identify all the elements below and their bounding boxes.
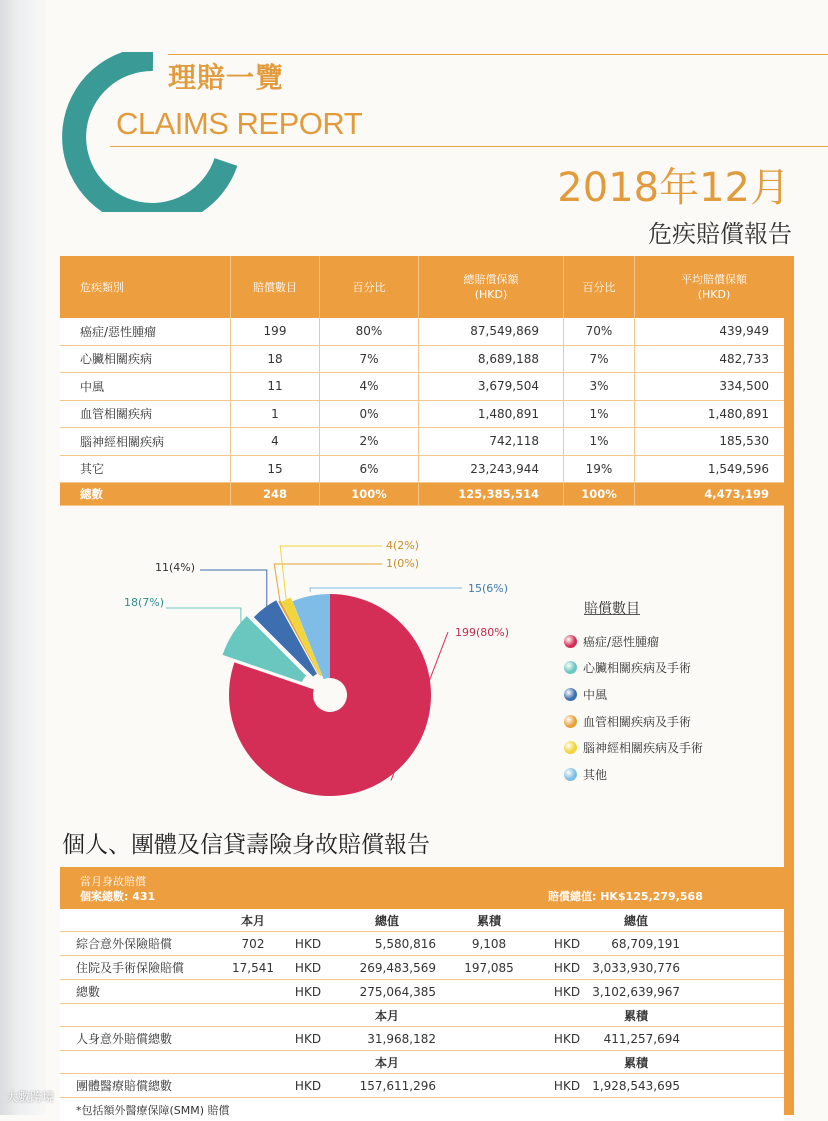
row-value: 68,709,191 <box>592 932 680 956</box>
value-cell: 7% <box>564 345 635 373</box>
table-subheader-row-b <box>60 1051 784 1074</box>
currency: HKD <box>278 1074 338 1098</box>
legend-dot-icon <box>564 715 577 728</box>
report-date: 2018年12月 <box>557 156 790 213</box>
table-row <box>60 1027 784 1051</box>
legend-item <box>564 708 764 735</box>
row-padding <box>680 980 784 1004</box>
data-label-4: 4(2%) <box>386 539 419 552</box>
row-label: 人身意外賠償總數 <box>60 1027 228 1051</box>
total-value: 4,473,199 <box>635 483 794 506</box>
legend-label: 其他 <box>583 766 607 783</box>
legend-item <box>564 734 764 761</box>
leader-line-1 <box>166 608 241 639</box>
table-total-row <box>60 483 793 506</box>
value: 157,611,296 <box>338 1074 436 1098</box>
watermark: 大數跨境 <box>6 1088 54 1105</box>
col-month: 本月 <box>228 909 278 932</box>
legend-label: 中風 <box>583 686 607 703</box>
data-label-0: 199(80%) <box>455 626 509 639</box>
col-total: 總值 <box>338 909 436 932</box>
value-cell: 482,733 <box>635 345 794 373</box>
category-cell: 心臟相關疾病 <box>60 345 231 373</box>
table-row <box>60 956 784 980</box>
row-padding <box>680 932 784 956</box>
header-average-amount: 平均賠償保額 (HKD) <box>635 256 794 318</box>
legend-item <box>564 681 764 708</box>
category-cell: 其它 <box>60 455 231 483</box>
total-value: 100% <box>564 483 635 506</box>
table-subheader-row-a <box>60 1004 784 1027</box>
footnote-row <box>60 1098 784 1121</box>
value-cell: 4% <box>320 373 419 401</box>
value-cell: 70% <box>564 318 635 345</box>
row-value: HKD <box>542 932 592 956</box>
value: 1,928,543,695 <box>592 1074 680 1098</box>
footnote: *包括額外醫療保障(SMM) 賠償 <box>60 1098 784 1121</box>
row-value: 269,483,569 <box>338 956 436 980</box>
page-title-chinese: 理賠一覽 <box>168 56 284 96</box>
value-cell: 1% <box>564 400 635 428</box>
critical-illness-table <box>60 256 793 506</box>
legend-item <box>564 761 764 788</box>
value-cell: 2% <box>320 428 419 456</box>
book-spine-shadow <box>0 0 46 1115</box>
row-value: 3,033,930,776 <box>592 956 680 980</box>
table-row <box>60 373 793 401</box>
leader-line-4 <box>280 546 382 600</box>
report-subtitle: 危疾賠償報告 <box>648 214 792 249</box>
leader-line-2 <box>200 570 267 611</box>
sub-a-cumulative: 累積 <box>592 1004 680 1027</box>
legend-label: 心臟相關疾病及手術 <box>583 659 691 676</box>
category-cell: 腦神經相關疾病 <box>60 428 231 456</box>
header-rule-top <box>168 54 828 55</box>
legend-dot-icon <box>564 768 577 781</box>
table-row <box>60 455 793 483</box>
value-cell: 11 <box>231 373 320 401</box>
header-percent-2: 百分比 <box>564 256 635 318</box>
row-value: 702 <box>228 932 278 956</box>
total-label: 總數 <box>60 483 231 506</box>
row-value: HKD <box>542 980 592 1004</box>
total-value: 100% <box>320 483 419 506</box>
table-header-row <box>60 256 793 318</box>
legend-label: 血管相關疾病及手術 <box>583 713 691 730</box>
summary-label: 當月身故賠償 <box>80 873 146 889</box>
data-label-5: 15(6%) <box>468 582 508 595</box>
row-value: HKD <box>278 932 338 956</box>
currency: HKD <box>542 1074 592 1098</box>
value-cell: 334,500 <box>635 373 794 401</box>
table-row <box>60 980 784 1004</box>
claims-detail-table <box>60 909 784 1121</box>
value-cell: 3% <box>564 373 635 401</box>
data-label-2: 11(4%) <box>155 561 195 574</box>
value-cell: 0% <box>320 400 419 428</box>
sub-a-month: 本月 <box>338 1004 436 1027</box>
col-total-2: 總值 <box>592 909 680 932</box>
table-row <box>60 400 793 428</box>
value-cell: 18 <box>231 345 320 373</box>
legend-dot-icon <box>564 741 577 754</box>
category-cell: 癌症/惡性腫瘤 <box>60 318 231 345</box>
value-cell: 7% <box>320 345 419 373</box>
value-cell: 1,549,596 <box>635 455 794 483</box>
row-label: 團體醫療賠償總數 <box>60 1074 228 1098</box>
row-value: 9,108 <box>436 932 542 956</box>
legend-dot-icon <box>564 688 577 701</box>
row-value: 17,541 <box>228 956 278 980</box>
value-cell: 1% <box>564 428 635 456</box>
currency: HKD <box>278 1027 338 1051</box>
row-padding <box>680 956 784 980</box>
value-cell: 4 <box>231 428 320 456</box>
row-label: 綜合意外保險賠償 <box>60 932 228 956</box>
row-value: 197,085 <box>436 956 542 980</box>
row-value <box>228 980 278 1004</box>
value-cell: 19% <box>564 455 635 483</box>
table-row <box>60 428 793 456</box>
claims-total-value: 賠償總值: HK$125,279,568 <box>548 888 703 904</box>
legend-label: 腦神經相關疾病及手術 <box>583 739 703 756</box>
row-value: HKD <box>278 956 338 980</box>
row-value: 5,580,816 <box>338 932 436 956</box>
legend-item <box>564 628 764 655</box>
table-row <box>60 345 793 373</box>
table-row <box>60 318 793 345</box>
value-cell: 87,549,869 <box>419 318 564 345</box>
header-category: 危疾類別 <box>60 256 231 318</box>
value-cell: 23,243,944 <box>419 455 564 483</box>
death-claims-summary-bar <box>60 867 784 909</box>
case-count: 個案總數: 431 <box>80 888 155 904</box>
header-percent: 百分比 <box>320 256 419 318</box>
data-label-1: 18(7%) <box>124 596 164 609</box>
row-value: 3,102,639,967 <box>592 980 680 1004</box>
orange-frame-right <box>784 256 794 1115</box>
value: 411,257,694 <box>592 1027 680 1051</box>
row-value <box>436 980 542 1004</box>
legend-title: 賠償數目 <box>564 598 764 618</box>
legend-dot-icon <box>564 635 577 648</box>
row-value: 275,064,385 <box>338 980 436 1004</box>
table-row <box>60 1074 784 1098</box>
header-total-amount: 總賠償保額 (HKD) <box>419 256 564 318</box>
legend-item <box>564 655 764 682</box>
value-cell: 80% <box>320 318 419 345</box>
value-cell: 6% <box>320 455 419 483</box>
row-label: 住院及手術保險賠償 <box>60 956 228 980</box>
value-cell: 742,118 <box>419 428 564 456</box>
row-value: HKD <box>278 980 338 1004</box>
value-cell: 439,949 <box>635 318 794 345</box>
currency: HKD <box>542 1027 592 1051</box>
chart-legend <box>564 598 764 788</box>
value: 31,968,182 <box>338 1027 436 1051</box>
legend-label: 癌症/惡性腫瘤 <box>583 633 659 650</box>
category-cell: 血管相關疾病 <box>60 400 231 428</box>
section-title-death-claims: 個人、團體及信貸壽險身故賠償報告 <box>62 826 430 859</box>
page-title-english: CLAIMS REPORT <box>116 106 362 142</box>
value-cell: 1,480,891 <box>419 400 564 428</box>
header-count: 賠償數目 <box>231 256 320 318</box>
total-value: 125,385,514 <box>419 483 564 506</box>
table-row <box>60 932 784 956</box>
value-cell: 8,689,188 <box>419 345 564 373</box>
table-subheader-row <box>60 909 784 932</box>
legend-dot-icon <box>564 661 577 674</box>
value-cell: 199 <box>231 318 320 345</box>
row-label: 總數 <box>60 980 228 1004</box>
total-value: 248 <box>231 483 320 506</box>
leader-line-5 <box>310 588 462 592</box>
row-value: HKD <box>542 956 592 980</box>
value-cell: 185,530 <box>635 428 794 456</box>
value-cell: 3,679,504 <box>419 373 564 401</box>
col-cumulative: 累積 <box>436 909 542 932</box>
data-label-3: 1(0%) <box>386 557 419 570</box>
claims-pie-chart <box>100 530 620 810</box>
header-rule-middle <box>110 146 828 147</box>
value-cell: 1,480,891 <box>635 400 794 428</box>
sub-b-cumulative: 累積 <box>592 1051 680 1074</box>
sub-b-month: 本月 <box>338 1051 436 1074</box>
value-cell: 1 <box>231 400 320 428</box>
category-cell: 中風 <box>60 373 231 401</box>
value-cell: 15 <box>231 455 320 483</box>
